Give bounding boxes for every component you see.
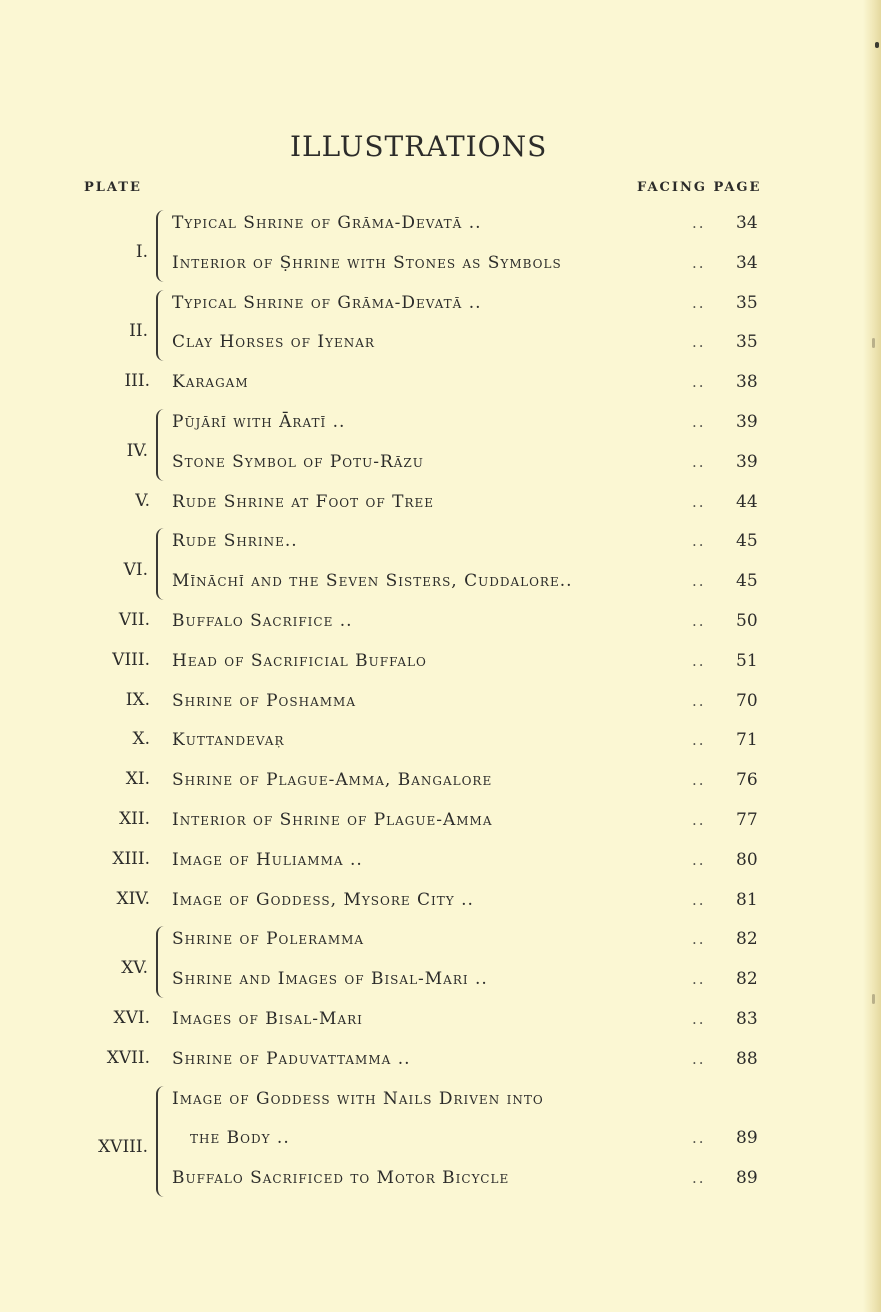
illustration-title: Interior of Shrine of Plague-Amma: [172, 810, 493, 830]
illustration-title: Shrine of Poshamma: [172, 690, 356, 711]
facing-page-number: 88: [736, 1048, 758, 1069]
leader-dots: ..: [692, 612, 706, 630]
leader-dots: ..: [692, 1169, 706, 1188]
leader-dots: ..: [692, 1129, 706, 1148]
facing-page-number: 35: [736, 332, 758, 353]
page-title: ILLUSTRATIONS: [290, 130, 548, 163]
facing-page-number: 89: [736, 1128, 758, 1149]
illustration-title: Shrine of Plague-Amma, Bangalore: [172, 770, 493, 791]
facing-page-number: 83: [736, 1009, 758, 1029]
illustration-title: Buffalo Sacrificed to Motor Bicycle: [172, 1168, 510, 1189]
plate-number: XVIII.: [98, 1137, 148, 1158]
plate-number: XIV.: [116, 888, 150, 909]
illustration-title: Kuttandevaṛ: [172, 730, 285, 751]
leader-dots: ..: [692, 532, 706, 551]
leader-dots: ..: [692, 333, 706, 352]
leader-dots: ..: [692, 253, 706, 272]
illustration-title: Typical Shrine of Grāma-Devatā ..: [172, 292, 482, 313]
illustration-title: Head of Sacrificial Buffalo: [172, 650, 427, 671]
leader-dots: ..: [692, 1049, 706, 1068]
leader-dots: ..: [692, 890, 706, 909]
leader-dots: ..: [692, 293, 706, 312]
plate-number: IX.: [125, 689, 150, 710]
leader-dots: ..: [692, 572, 706, 591]
plate-column-header: PLATE: [84, 180, 142, 195]
leader-dots: ..: [692, 731, 706, 750]
brace: [156, 926, 164, 998]
brace: [156, 210, 164, 282]
facing-page-column-header: FACING PAGE: [637, 180, 762, 195]
plate-number: III.: [124, 371, 150, 392]
leader-dots: ..: [692, 413, 706, 431]
leader-dots: ..: [692, 492, 706, 511]
edge-mark: [872, 994, 875, 1004]
leader-dots: ..: [692, 771, 706, 790]
facing-page-number: 82: [736, 929, 758, 950]
leader-dots: ..: [692, 850, 706, 869]
illustration-title: Rude Shrine..: [172, 531, 298, 552]
brace: [156, 409, 164, 481]
facing-page-number: 35: [736, 292, 758, 313]
facing-page-number: 45: [736, 571, 758, 592]
leader-dots: ..: [692, 214, 706, 232]
plate-number: V.: [135, 490, 150, 511]
illustration-title: Mīnāchī and the Seven Sisters, Cuddalore..: [172, 571, 573, 592]
edge-mark: [872, 338, 875, 348]
facing-page-number: 81: [736, 889, 758, 910]
plate-number: X.: [132, 729, 150, 750]
facing-page-number: 80: [736, 849, 758, 870]
leader-dots: ..: [692, 970, 706, 989]
facing-page-number: 38: [736, 372, 758, 393]
plate-number: VII.: [118, 610, 150, 630]
facing-page-number: 34: [736, 213, 758, 233]
leader-dots: ..: [692, 691, 706, 710]
leader-dots: ..: [692, 452, 706, 471]
illustration-title: Image of Huliamma ..: [172, 849, 363, 870]
illustration-title: Shrine of Paduvattamma ..: [172, 1048, 411, 1069]
plate-number: I.: [135, 241, 148, 262]
facing-page-number: 71: [736, 730, 758, 751]
leader-dots: ..: [692, 930, 706, 949]
illustration-title: Interior of Ṣhrine with Stones as Symbols: [172, 252, 562, 273]
ink-speck: [875, 42, 879, 48]
page-edge: [863, 0, 881, 1312]
illustration-title: Shrine of Poleramma: [172, 929, 365, 950]
plate-number: XV.: [121, 958, 148, 979]
illustration-title: Shrine and Images of Bisal-Mari ..: [172, 969, 488, 990]
facing-page-number: 89: [736, 1168, 758, 1189]
leader-dots: ..: [692, 651, 706, 670]
facing-page-number: 77: [736, 810, 758, 830]
illustration-title: Images of Bisal-Mari: [172, 1009, 363, 1029]
facing-page-number: 50: [736, 611, 758, 631]
facing-page-number: 76: [736, 770, 758, 791]
illustration-title: Karagam: [172, 372, 249, 393]
illustration-title: Rude Shrine at Foot of Tree: [172, 491, 435, 512]
facing-page-number: 82: [736, 969, 758, 990]
facing-page-number: 51: [736, 650, 758, 671]
plate-number: VI.: [123, 560, 148, 581]
illustration-title: Typical Shrine of Grāma-Devatā ..: [172, 213, 482, 233]
illustration-title-continued: the Body ..: [190, 1128, 290, 1149]
facing-page-number: 39: [736, 412, 758, 432]
illustration-title: Image of Goddess, Mysore City ..: [172, 889, 474, 910]
facing-page-number: 39: [736, 451, 758, 472]
illustration-title: Image of Goddess with Nails Driven into: [172, 1088, 544, 1109]
illustration-title: Buffalo Sacrifice ..: [172, 611, 353, 631]
facing-page-number: 45: [736, 531, 758, 552]
facing-page-number: 70: [736, 690, 758, 711]
plate-number: VIII.: [112, 649, 150, 670]
brace: [156, 528, 164, 600]
plate-number: XIII.: [112, 848, 150, 869]
brace: [156, 290, 164, 362]
plate-number: IV.: [126, 440, 148, 461]
plate-number: XI.: [125, 769, 150, 790]
plate-number: XII.: [119, 809, 150, 829]
illustration-title: Pūjārī with Āratī ..: [172, 412, 346, 432]
leader-dots: ..: [692, 373, 706, 392]
facing-page-number: 34: [736, 252, 758, 273]
illustration-title: Clay Horses of Iyenar: [172, 332, 375, 353]
plate-number: XVII.: [106, 1047, 150, 1068]
leader-dots: ..: [692, 1010, 706, 1028]
plate-number: XVI.: [113, 1008, 150, 1028]
brace: [156, 1086, 164, 1197]
leader-dots: ..: [692, 811, 706, 829]
illustration-title: Stone Symbol of Potu-Rāzu: [172, 451, 424, 472]
plate-number: II.: [129, 321, 148, 342]
facing-page-number: 44: [736, 491, 758, 512]
